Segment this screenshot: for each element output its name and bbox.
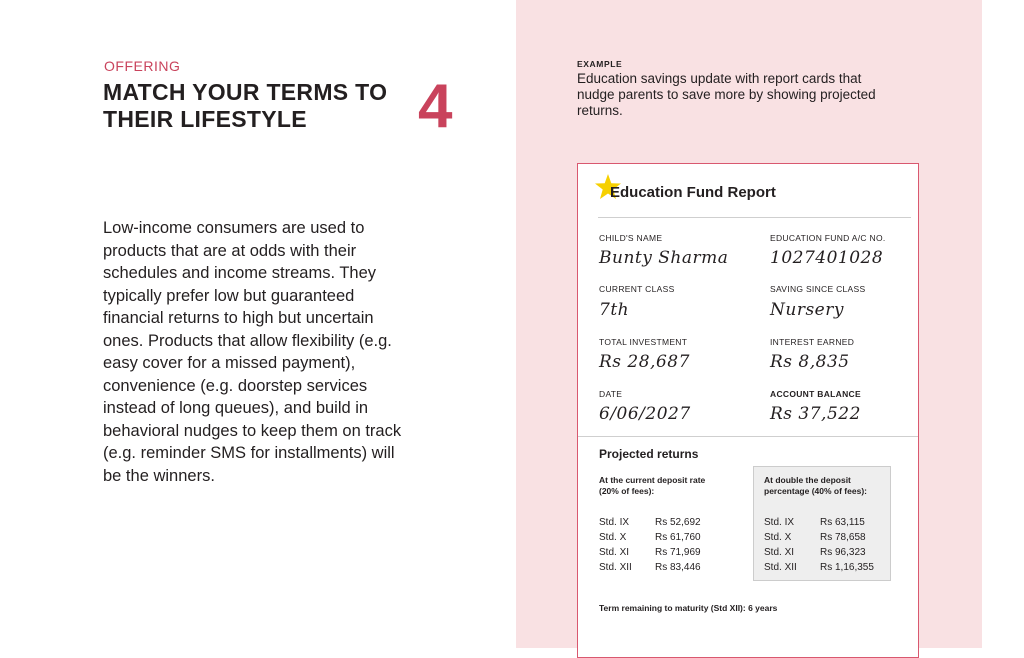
double-rate-heading-line-1: At double the deposit <box>764 475 851 485</box>
current-class-label: CURRENT CLASS <box>599 284 675 294</box>
current-rate-heading <box>599 475 729 497</box>
interest-earned-label: INTEREST EARNED <box>770 337 855 347</box>
example-description: Education savings update with report cards that nudge parents to save more by showing projected returns. <box>577 71 876 118</box>
example-label: EXAMPLE <box>577 59 623 69</box>
account-balance-value: Rs 37,522 <box>770 404 861 424</box>
current-row-std: Std. XI <box>599 547 630 558</box>
projected-returns-title: Projected returns <box>599 447 699 461</box>
saving-since-value: Nursery <box>770 300 844 320</box>
double-row-std: Std. X <box>764 532 792 543</box>
section-label: OFFERING <box>104 58 181 74</box>
account-number-value: 1027401028 <box>770 248 884 268</box>
current-rate-heading-line-1: At the current deposit rate <box>599 475 706 485</box>
double-rate-heading-line-2: percentage (40% of fees): <box>764 486 867 496</box>
current-row-std: Std. IX <box>599 517 630 528</box>
account-number-label: EDUCATION FUND A/C NO. <box>770 233 886 243</box>
account-balance-label: ACCOUNT BALANCE <box>770 389 861 399</box>
double-row-amount: Rs 1,16,355 <box>820 562 874 573</box>
interest-earned-value: Rs 8,835 <box>770 352 850 372</box>
current-row-amount: Rs 52,692 <box>655 517 701 528</box>
current-row-std: Std. XII <box>599 562 632 573</box>
double-row-amount: Rs 63,115 <box>820 517 865 528</box>
headline-line-1: MATCH YOUR TERMS TO <box>103 79 388 105</box>
card-title: Education Fund Report <box>610 184 776 201</box>
date-value: 6/06/2027 <box>599 404 691 424</box>
double-row-amount: Rs 78,658 <box>820 532 866 543</box>
date-label: DATE <box>599 389 623 399</box>
section-number: 4 <box>418 72 453 141</box>
title-divider <box>598 217 911 218</box>
double-rate-heading <box>764 475 894 497</box>
section-divider <box>578 436 918 437</box>
term-remaining: Term remaining to maturity (Std XII): 6 years <box>599 603 778 613</box>
double-row-amount: Rs 96,323 <box>820 547 866 558</box>
headline <box>103 79 403 133</box>
current-class-value: 7th <box>599 300 630 320</box>
total-investment-value: Rs 28,687 <box>599 352 690 372</box>
current-row-amount: Rs 83,446 <box>655 562 701 573</box>
headline-line-2: THEIR LIFESTYLE <box>103 106 307 132</box>
child-name-value: Bunty Sharma <box>599 248 729 268</box>
current-row-amount: Rs 61,760 <box>655 532 701 543</box>
saving-since-label: SAVING SINCE CLASS <box>770 284 866 294</box>
current-rate-heading-line-2: (20% of fees): <box>599 486 655 496</box>
total-investment-label: TOTAL INVESTMENT <box>599 337 688 347</box>
education-fund-report-card <box>577 163 919 658</box>
current-row-amount: Rs 71,969 <box>655 547 701 558</box>
double-row-std: Std. IX <box>764 517 795 528</box>
body-paragraph: Low-income consumers are used to products that are at odds with their schedules and income streams. They typically prefer low but guaranteed financial returns to high but uncertain ones. Products that allow flexibility (e.g. easy cover for a missed payment), convenience (e.g. doorstep services instead of long queues), and build in behavioral nudges to keep them on track (e.g. reminder SMS for installments) will be the winners. <box>103 219 402 485</box>
double-row-std: Std. XII <box>764 562 797 573</box>
current-row-std: Std. X <box>599 532 627 543</box>
double-row-std: Std. XI <box>764 547 795 558</box>
child-name-label: CHILD'S NAME <box>599 233 663 243</box>
